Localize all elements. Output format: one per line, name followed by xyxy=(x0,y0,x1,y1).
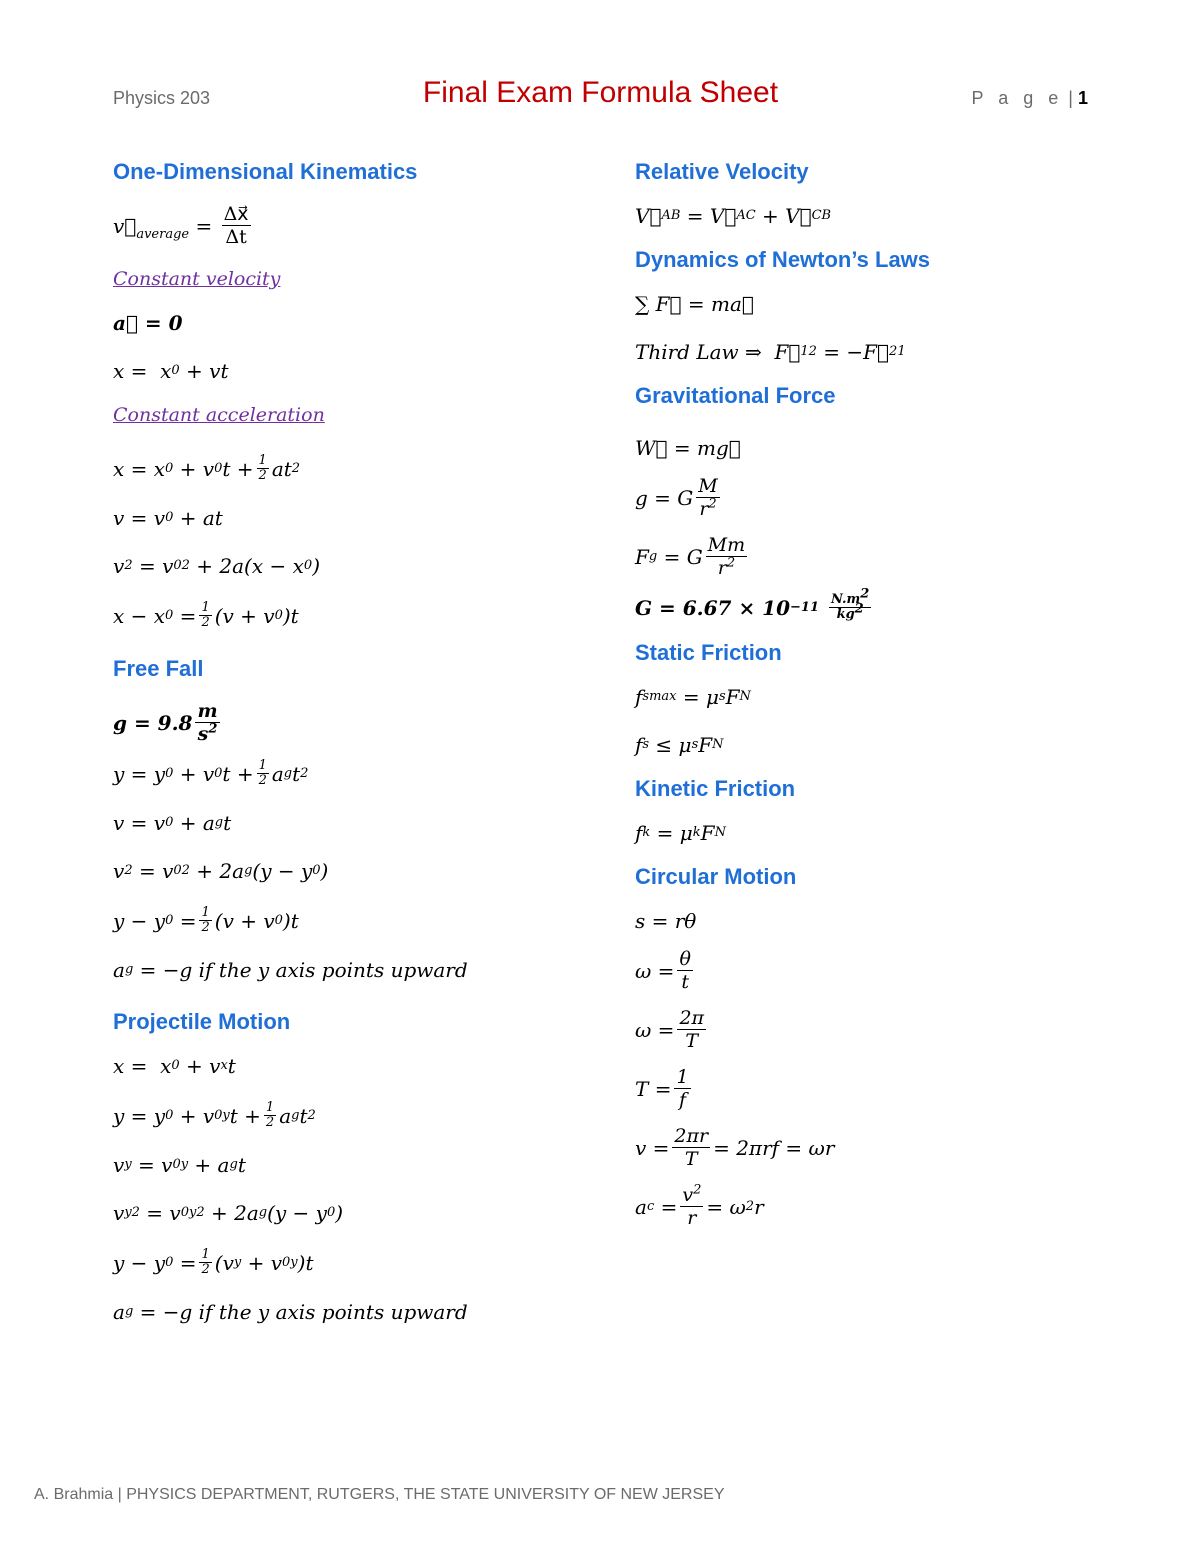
equation: W⃗ = mg⃗ xyxy=(635,436,741,460)
section-heading-kinetic-friction: Kinetic Friction xyxy=(635,776,796,801)
section-heading-newtons-laws: Dynamics of Newton’s Laws xyxy=(635,247,931,272)
equation: s = rθ xyxy=(635,909,697,933)
equation: Third Law ⇒ F⃗ 12 = −F⃗ 21 xyxy=(635,340,906,364)
equation: x − x 0 = $\frac{1}{2}$ (v + v 0 )t xyxy=(113,600,299,630)
equation: V⃗ AB = V⃗ AC + V⃗ CB xyxy=(635,204,832,228)
equation: y − y 0 = $\frac{1}{2}$ (v + v 0 )t xyxy=(113,905,299,935)
equation: $v⃗_{average}$ = $\frac{\Delta x⃗}{\Delta t}$ xyxy=(113,203,249,248)
page-separator: | xyxy=(1068,88,1073,108)
page-number: 1 xyxy=(1077,88,1088,108)
subheading-constant-velocity: Constant velocity xyxy=(113,268,281,290)
equation: y − y 0 = $\frac{1}{2}$ (v y + v 0y )t xyxy=(113,1247,314,1277)
right-column xyxy=(635,155,1085,1229)
equation: G = 6.67 × 10 −11 $\frac{N.m^2}{kg^2}$ xyxy=(635,586,870,622)
equation: x = x 0 + v 0 t + $\frac{1}{2}$ at 2 xyxy=(113,453,301,483)
section-heading-static-friction: Static Friction xyxy=(635,640,782,665)
section-heading-free-fall: Free Fall xyxy=(113,656,204,681)
page-header xyxy=(113,72,1088,122)
equation: a g = −g if the y axis points upward xyxy=(113,958,468,982)
section-heading-kinematics: One-Dimensional Kinematics xyxy=(113,159,418,184)
equation: a c = $\frac{v^2}{r}$ = ω 2 r xyxy=(635,1182,764,1229)
page-title: Final Exam Formula Sheet xyxy=(422,76,779,109)
equation: ω = $\frac{\theta}{t}$ xyxy=(635,948,691,993)
equation: a⃗ = 0 xyxy=(113,311,183,335)
left-column xyxy=(113,155,593,1325)
equation: f s max = μ s F N xyxy=(635,685,751,709)
equation: v y 2 = v 0y 2 + 2a g (y − y 0 ) xyxy=(113,1201,344,1225)
equation: g = G $\frac{M}{r^2}$ xyxy=(635,475,718,520)
equation: v 2 = v 0 2 + 2a g (y − y 0 ) xyxy=(113,859,329,883)
third-law-label: Third Law xyxy=(635,340,739,364)
equation: x = x 0 + v x t xyxy=(113,1054,236,1078)
equation: y = y 0 + v 0 t + $\frac{1}{2}$ a g t 2 xyxy=(113,758,309,788)
course-name: Physics 203 xyxy=(113,88,211,108)
equation: ∑ F⃗ = ma⃗ xyxy=(635,292,754,316)
equation: a g = −g if the y axis points upward xyxy=(113,1300,468,1324)
equation: x = x 0 + vt xyxy=(113,359,229,383)
equation: v 2 = v 0 2 + 2a(x − x 0 ) xyxy=(113,554,320,578)
equation: g = 9.8 $\frac{m}{s^2}$ xyxy=(113,700,218,745)
section-heading-circular-motion: Circular Motion xyxy=(635,864,797,889)
equation: v = $\frac{2\pi r}{T}$ = 2πrf = ωr xyxy=(635,1125,835,1170)
page-number-label xyxy=(972,88,1088,109)
section-heading-projectile-motion: Projectile Motion xyxy=(113,1009,291,1034)
equation: v = v 0 + a g t xyxy=(113,811,232,835)
page-label-text: P a g e xyxy=(971,88,1064,108)
equation: v = v 0 + at xyxy=(113,506,223,530)
section-heading-relative-velocity: Relative Velocity xyxy=(635,159,809,184)
equation: y = y 0 + v 0y t + $\frac{1}{2}$ a g t 2 xyxy=(113,1100,316,1130)
page-footer: A. Brahmia | PHYSICS DEPARTMENT, RUTGERS, THE STATE UNIVERSITY OF NEW JERSEY xyxy=(34,1486,725,1503)
equation: f s ≤ μ s F N xyxy=(635,733,724,757)
section-heading-gravitational-force: Gravitational Force xyxy=(635,383,836,408)
equation: F g = G $\frac{Mm}{r^2}$ xyxy=(635,534,746,579)
equation: ω = $\frac{2\pi}{T}$ xyxy=(635,1007,705,1052)
subheading-constant-acceleration: Constant acceleration xyxy=(113,404,325,426)
equation: v y = v 0y + a g t xyxy=(113,1153,246,1177)
equation: T = $\frac{1}{f}$ xyxy=(635,1066,689,1111)
equation: f k = μ k F N xyxy=(635,821,726,845)
